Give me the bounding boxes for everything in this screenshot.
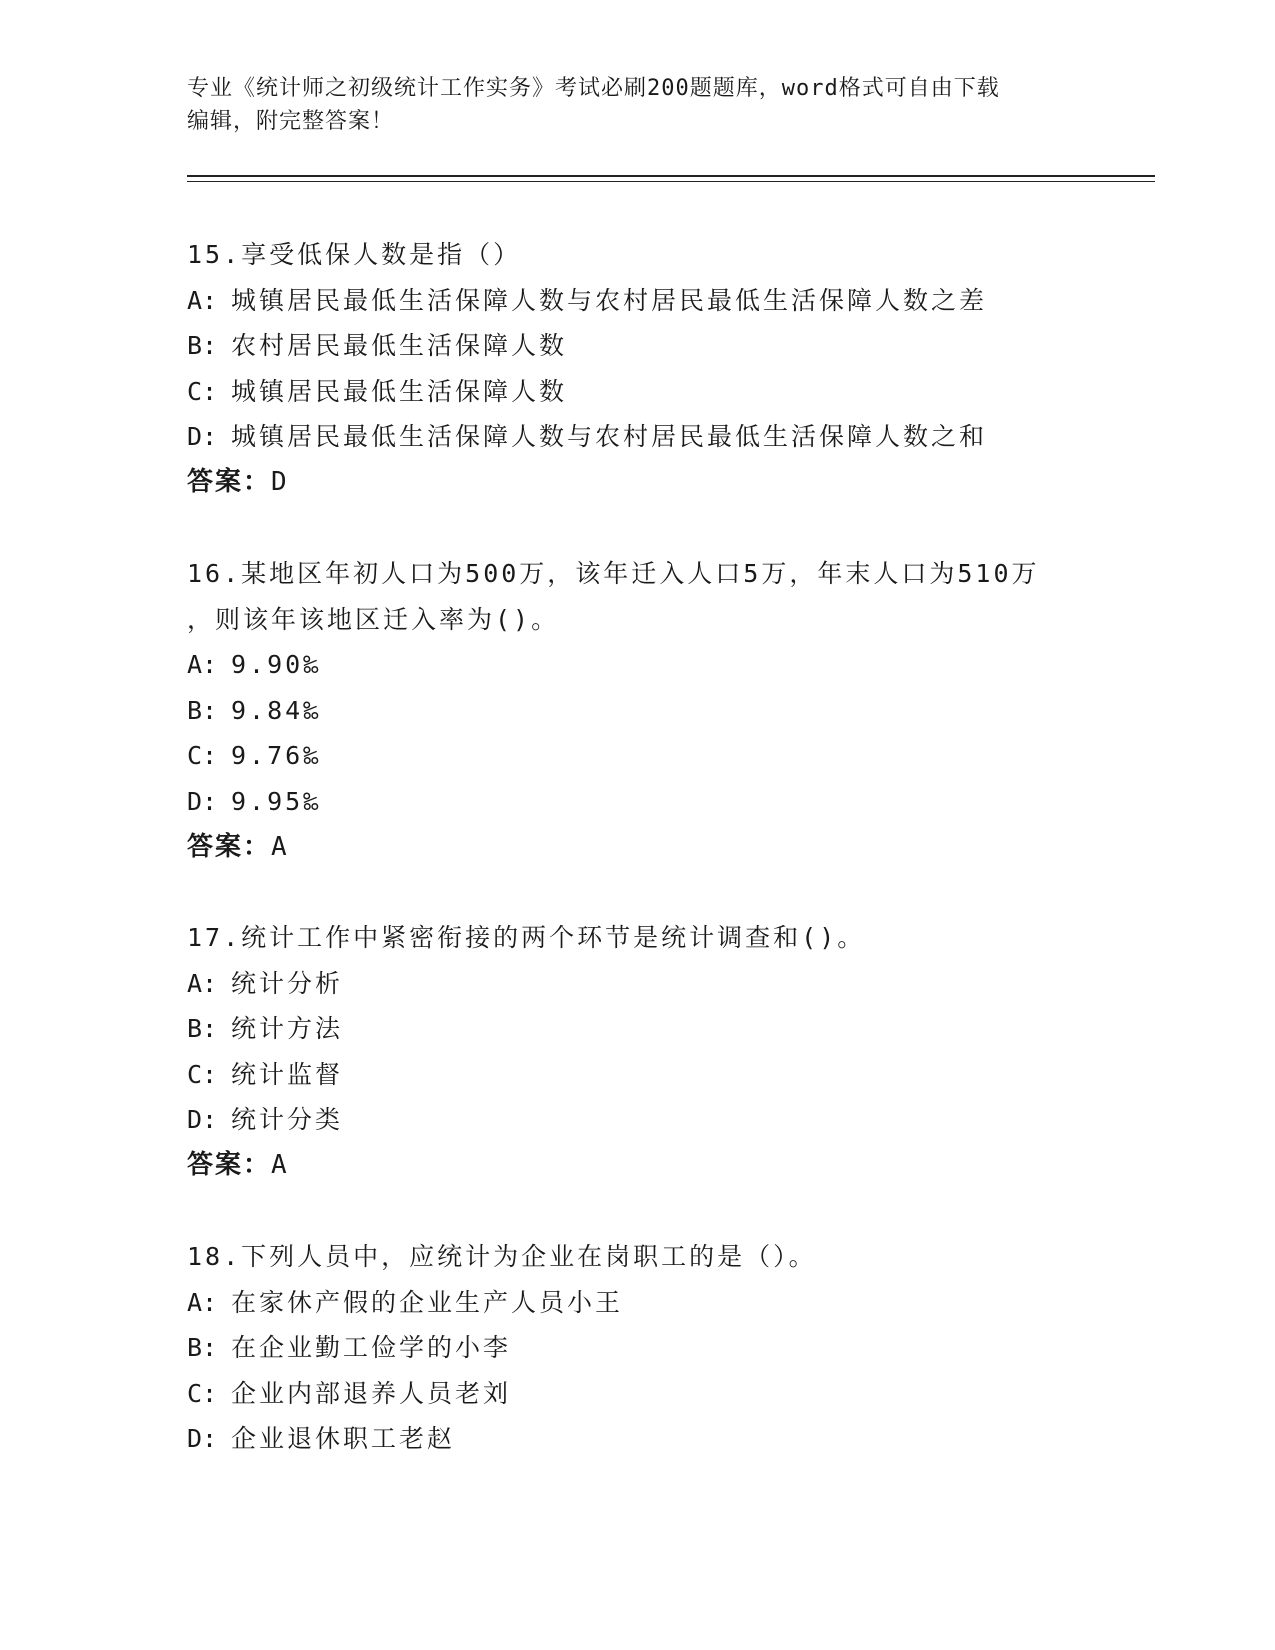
option-text: 统计分析 xyxy=(231,968,344,998)
option-text: 统计监督 xyxy=(231,1059,344,1089)
option-letter: D: xyxy=(187,1424,218,1454)
option-b xyxy=(187,1325,1087,1371)
option-letter: A: xyxy=(187,285,218,315)
option-b xyxy=(187,323,1087,369)
option-a xyxy=(187,961,1087,1007)
option-letter: B: xyxy=(187,331,218,361)
option-d xyxy=(187,1097,1087,1143)
option-letter: D: xyxy=(187,786,218,816)
answer xyxy=(187,825,1087,871)
header-line-2: 编辑，附完整答案！ xyxy=(187,109,395,134)
option-letter: C: xyxy=(187,376,218,406)
option-b xyxy=(187,688,1087,734)
option-text: 农村居民最低生活保障人数 xyxy=(231,331,568,361)
option-b xyxy=(187,1006,1087,1052)
option-letter: B: xyxy=(187,695,218,725)
option-text: 统计方法 xyxy=(231,1014,344,1044)
header-divider-thin xyxy=(187,181,1155,182)
answer-value: A xyxy=(271,831,289,862)
option-letter: B: xyxy=(187,1333,218,1363)
option-a xyxy=(187,278,1087,324)
question-stem: 15.享受低保人数是指（） xyxy=(187,240,522,269)
option-letter: D: xyxy=(187,422,218,452)
option-letter: A: xyxy=(187,968,218,998)
option-text: 在家休产假的企业生产人员小王 xyxy=(231,1287,624,1317)
answer-label: 答案： xyxy=(187,466,272,497)
option-letter: A: xyxy=(187,650,218,680)
option-letter: A: xyxy=(187,1287,218,1317)
option-letter: D: xyxy=(187,1105,218,1135)
answer-label: 答案： xyxy=(187,1149,272,1180)
question-stem: 17.统计工作中紧密衔接的两个环节是统计调查和()。 xyxy=(187,923,866,952)
option-c xyxy=(187,1052,1087,1098)
option-text: 城镇居民最低生活保障人数与农村居民最低生活保障人数之差 xyxy=(231,285,988,315)
option-text: 城镇居民最低生活保障人数与农村居民最低生活保障人数之和 xyxy=(231,422,988,452)
option-a xyxy=(187,1280,1087,1326)
option-text: 企业退休职工老赵 xyxy=(231,1424,456,1454)
option-c xyxy=(187,733,1087,779)
option-d xyxy=(187,1416,1087,1462)
question-15 xyxy=(187,232,1087,506)
option-d xyxy=(187,414,1087,460)
answer xyxy=(187,1143,1087,1189)
option-text: 在企业勤工俭学的小李 xyxy=(231,1333,512,1363)
option-text: 企业内部退养人员老刘 xyxy=(231,1378,512,1408)
question-stem-continued: ，则该年该地区迁入率为()。 xyxy=(187,604,560,634)
option-c xyxy=(187,369,1087,415)
answer-label: 答案： xyxy=(187,831,272,862)
option-text: 9.95‰ xyxy=(231,786,322,816)
question-16 xyxy=(187,551,1087,870)
question-stem: 16.某地区年初人口为500万，该年迁入人口5万，年末人口为510万 xyxy=(187,559,1040,588)
question-stem: 18.下列人员中，应统计为企业在岗职工的是（）。 xyxy=(187,1242,817,1271)
option-d xyxy=(187,779,1087,825)
option-text: 9.90‰ xyxy=(231,650,322,680)
answer-value: A xyxy=(271,1149,289,1180)
header-line-1: 专业《统计师之初级统计工作实务》考试必刷200题题库，word格式可自由下载 xyxy=(187,76,1000,101)
option-text: 城镇居民最低生活保障人数 xyxy=(231,376,568,406)
document-header xyxy=(187,72,1087,138)
option-c xyxy=(187,1371,1087,1417)
option-letter: C: xyxy=(187,741,218,771)
question-18 xyxy=(187,1234,1087,1462)
option-text: 统计分类 xyxy=(231,1105,344,1135)
option-letter: B: xyxy=(187,1014,218,1044)
answer-value: D xyxy=(271,466,289,497)
question-17 xyxy=(187,915,1087,1189)
header-divider-thick xyxy=(187,175,1155,177)
option-text: 9.84‰ xyxy=(231,695,322,725)
option-letter: C: xyxy=(187,1378,218,1408)
answer xyxy=(187,460,1087,506)
option-text: 9.76‰ xyxy=(231,741,322,771)
option-letter: C: xyxy=(187,1059,218,1089)
option-a xyxy=(187,642,1087,688)
